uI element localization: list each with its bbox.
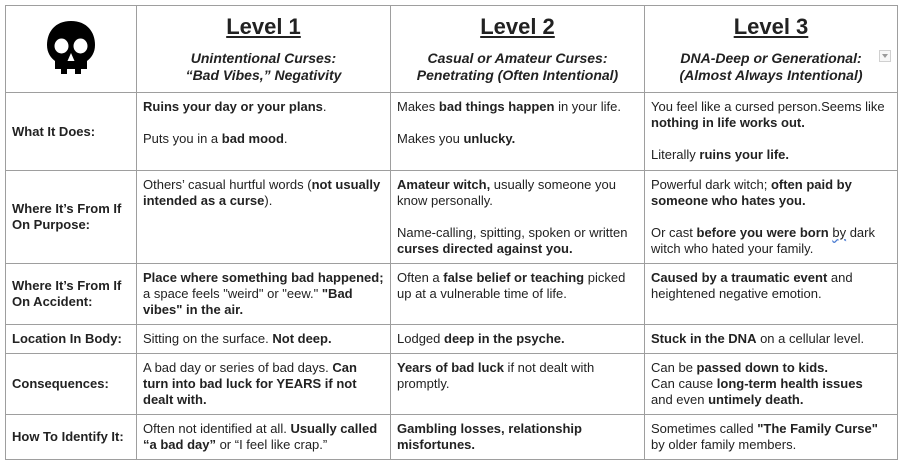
- level-2-header: [391, 6, 645, 93]
- cell: Stuck in the DNA on a cellular level.: [645, 325, 898, 354]
- table-row: [6, 325, 898, 354]
- cell: Others’ casual hurtful words (not usually intended as a curse).: [137, 171, 391, 264]
- level-3-subtitle-1: DNA-Deep or Generational:: [680, 50, 862, 66]
- level-3-header: [645, 6, 898, 93]
- row-label: How To Identify It:: [6, 415, 137, 460]
- level-3-subtitle-2: (Almost Always Intentional): [679, 67, 863, 83]
- dropdown-arrow-icon[interactable]: [879, 50, 891, 62]
- level-1-subtitle-2: “Bad Vibes,” Negativity: [185, 67, 342, 83]
- level-1-title: Level 1: [226, 14, 301, 39]
- curse-levels-table: [5, 5, 898, 460]
- cell: Sitting on the surface. Not deep.: [137, 325, 391, 354]
- cell: A bad day or series of bad days. Can turn into bad luck for YEARS if not dealt with.: [137, 354, 391, 415]
- cell: Often not identified at all. Usually called “a bad day” or “I feel like crap.”: [137, 415, 391, 460]
- row-label: What It Does:: [6, 93, 137, 171]
- table-row: [6, 415, 898, 460]
- cell: Ruins your day or your plans. Puts you in a bad mood.: [137, 93, 391, 171]
- row-label: Where It’s From If On Accident:: [6, 264, 137, 325]
- cell: Years of bad luck if not dealt with promptly.: [391, 354, 645, 415]
- header-row: [6, 6, 898, 93]
- level-2-title: Level 2: [480, 14, 555, 39]
- cell: Sometimes called "The Family Curse" by older family members.: [645, 415, 898, 460]
- level-2-subtitle-2: Penetrating (Often Intentional): [416, 67, 619, 83]
- row-label: Consequences:: [6, 354, 137, 415]
- cell: Amateur witch, usually someone you know personally. Name-calling, spitting, spoken or written curses directed against you.: [391, 171, 645, 264]
- level-3-title: Level 3: [733, 14, 809, 39]
- level-1-subtitle-1: Unintentional Curses:: [190, 50, 337, 66]
- cell: Lodged deep in the psyche.: [391, 325, 645, 354]
- cell: You feel like a cursed person.Seems like nothing in life works out. Literally ruins your life.: [645, 93, 898, 171]
- row-label: Where It’s From If On Purpose:: [6, 171, 137, 264]
- cell: Often a false belief or teaching picked up at a vulnerable time of life.: [391, 264, 645, 325]
- table-row: [6, 171, 898, 264]
- skull-cell: [6, 6, 137, 93]
- cell: Powerful dark witch; often paid by someone who hates you. Or cast before you were born by dark witch who hated your family.: [645, 171, 898, 264]
- level-2-subtitle-1: Casual or Amateur Curses:: [427, 50, 608, 66]
- table-row: [6, 264, 898, 325]
- skull-icon: [45, 19, 97, 79]
- table-row: [6, 354, 898, 415]
- cell: Can be passed down to kids. Can cause long-term health issues and even untimely death.: [645, 354, 898, 415]
- table-row: [6, 93, 898, 171]
- cell: Makes bad things happen in your life. Makes you unlucky.: [391, 93, 645, 171]
- level-1-header: [137, 6, 391, 93]
- cell: Caused by a traumatic event and heightened negative emotion.: [645, 264, 898, 325]
- cell: Gambling losses, relationship misfortunes.: [391, 415, 645, 460]
- row-label: Location In Body:: [6, 325, 137, 354]
- cell: Place where something bad happened; a space feels "weird" or "eew." "Bad vibes" in the air.: [137, 264, 391, 325]
